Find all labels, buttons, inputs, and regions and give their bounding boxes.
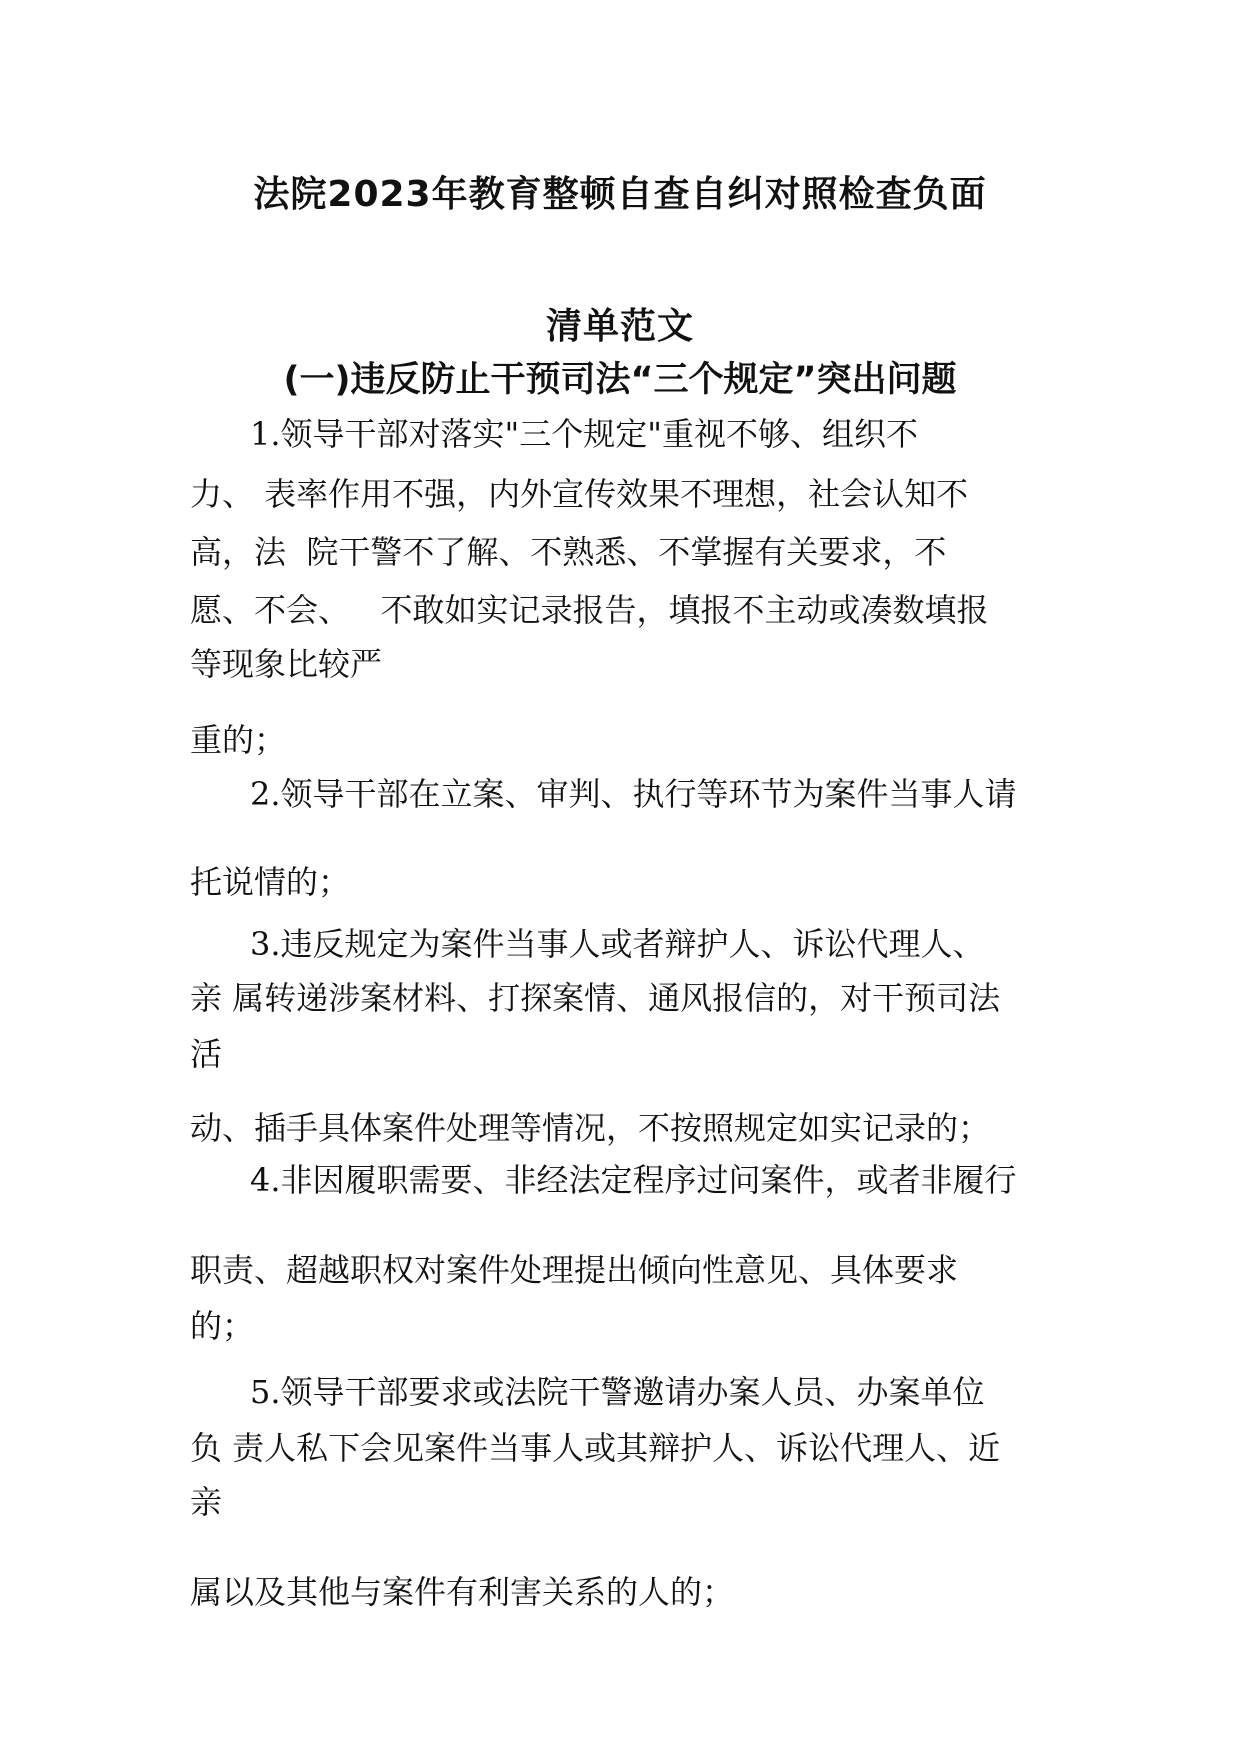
item-4-line-3: 的； (190, 1307, 255, 1345)
item-1-line-2: 力、 表率作用不强，内外宣传效果不理想，社会认知不 (190, 475, 969, 513)
item-3-line-3: 活 (190, 1035, 223, 1073)
item-4-line-1: 4.非因履职需要、非经法定程序过问案件，或者非履行 (250, 1161, 1017, 1199)
item-3-line-2: 亲 属转递涉案材料、打探案情、通风报信的，对干预司法 (190, 979, 1001, 1017)
item-1-line-5: 等现象比较严 (190, 645, 383, 683)
item-1-line-4: 愿、不会、 不敢如实记录报告，填报不主动或凑数填报 (190, 591, 989, 629)
section-heading: (一)违反防止干预司法“三个规定”突出问题 (283, 360, 957, 400)
item-4-line-2: 职责、超越职权对案件处理提出倾向性意见、具体要求 (190, 1251, 959, 1289)
item-2-line-2: 托说情的； (190, 863, 351, 901)
item-5-line-3: 亲 (190, 1483, 223, 1521)
item-1-line-1: 1.领导干部对落实"三个规定"重视不够、组织不 (250, 415, 918, 453)
item-3-line-4: 动、插手具体案件处理等情况，不按照规定如实记录的； (190, 1109, 991, 1147)
item-5-line-4: 属以及其他与案件有利害关系的人的； (190, 1573, 735, 1611)
item-3-line-1: 3.违反规定为案件当事人或者辩护人、诉讼代理人、 (250, 925, 985, 963)
item-5-line-1: 5.领导干部要求或法院干警邀请办案人员、办案单位 (250, 1373, 985, 1411)
item-2-line-1: 2.领导干部在立案、审判、执行等环节为案件当事人请 (250, 775, 1017, 813)
document-title-line-1: 法院2023年教育整顿自查自纠对照检查负面 (253, 174, 987, 215)
item-5-line-2: 负 责人私下会见案件当事人或其辩护人、诉讼代理人、近 (190, 1429, 1001, 1467)
item-1-line-6: 重的； (190, 721, 287, 759)
item-1-line-3: 高，法 院干警不了解、不熟悉、不掌握有关要求，不 (190, 533, 947, 571)
document-title-line-2: 清单范文 (545, 306, 694, 347)
